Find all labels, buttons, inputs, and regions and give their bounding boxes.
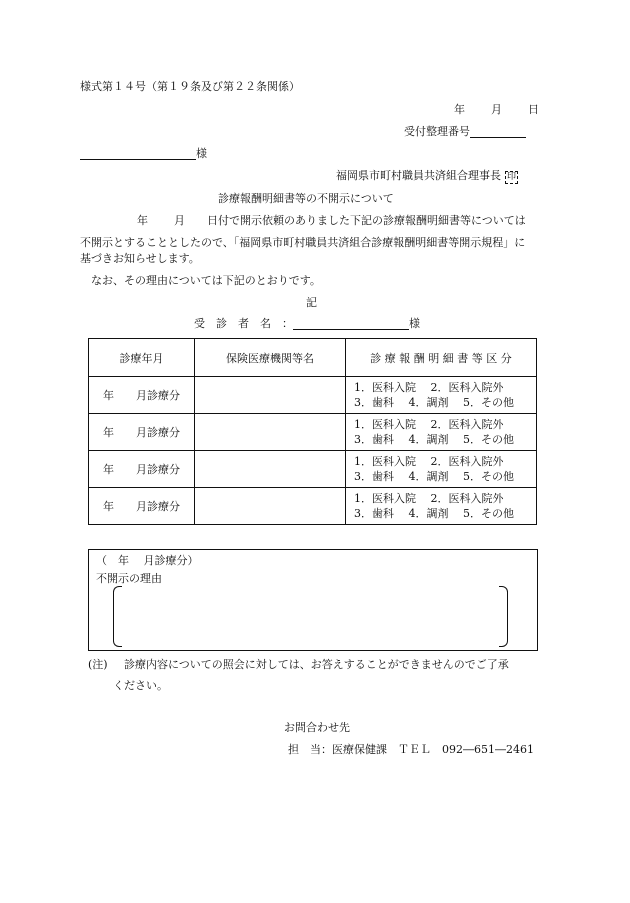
- right-bracket: [499, 586, 508, 647]
- body-line-1: [137, 214, 526, 227]
- note-line-1: 診療内容についての照会に対しては、お答えすることができませんのでご了承: [124, 658, 509, 671]
- form-id: 様式第１４号（第１９条及び第２２条関係）: [80, 80, 300, 93]
- row-category: [346, 488, 537, 525]
- claims-table: [88, 338, 537, 525]
- row-category: [346, 414, 537, 451]
- row-category-line-2: 3．歯科 4．調剤 5．その他: [354, 433, 514, 446]
- body-date-month: 月: [174, 214, 185, 227]
- row-month: 年 月診療分: [89, 451, 195, 488]
- row-institution-field[interactable]: [195, 377, 346, 414]
- receipt-label: 受付整理番号: [404, 125, 470, 138]
- issuer-line: [336, 169, 518, 184]
- row-institution-field[interactable]: [195, 451, 346, 488]
- reason-input-area[interactable]: [124, 592, 496, 642]
- body-line-4: なお、その理由については下記のとおりです。: [91, 274, 321, 287]
- patient-suffix: 様: [409, 317, 420, 330]
- receipt-number: [404, 125, 526, 138]
- table-row: [89, 377, 537, 414]
- doc-title: 診療報酬明細書等の不開示について: [218, 192, 394, 205]
- patient-label: 受 診 者 名 ：: [194, 317, 293, 330]
- row-category-line-2: 3．歯科 4．調剤 5．その他: [354, 507, 514, 520]
- issuer: 福岡県市町村職員共済組合理事長: [336, 169, 501, 182]
- row-category-line-2: 3．歯科 4．調剤 5．その他: [354, 396, 514, 409]
- note-line-2: ください。: [113, 679, 168, 692]
- date-day: 日: [528, 103, 539, 116]
- row-month: 年 月診療分: [89, 414, 195, 451]
- header-month: 診療年月: [89, 339, 195, 377]
- body-date-year: 年: [137, 214, 148, 227]
- table-row: [89, 488, 537, 525]
- row-institution-field[interactable]: [195, 414, 346, 451]
- header-institution: 保険医療機関等名: [195, 339, 346, 377]
- table-row: [89, 451, 537, 488]
- date-month: 月: [491, 103, 502, 116]
- body-line-2: 不開示とすることとしたので、「福岡県市町村職員共済組合診療報酬明細書等開示規程」に: [80, 236, 526, 249]
- patient-line: [194, 317, 420, 330]
- left-bracket: [113, 586, 122, 647]
- row-month: 年 月診療分: [89, 377, 195, 414]
- date-year: 年: [454, 103, 465, 116]
- note-mark: (注): [88, 658, 108, 671]
- addressee: [80, 147, 207, 160]
- ki-heading: 記: [306, 296, 317, 309]
- row-category: [346, 451, 537, 488]
- addressee-field[interactable]: [80, 159, 196, 160]
- row-category-line-1: 1．医科入院 2．医科入院外: [354, 381, 504, 394]
- contact-title: お問合わせ先: [284, 721, 350, 734]
- reason-period: （ 年 月診療分）: [96, 554, 199, 567]
- row-category: [346, 377, 537, 414]
- header-category: 診 療 報 酬 明 細 書 等 区 分: [346, 339, 537, 377]
- receipt-number-field[interactable]: [470, 137, 526, 138]
- date-line: [454, 103, 539, 116]
- addressee-suffix: 様: [196, 147, 207, 160]
- row-institution-field[interactable]: [195, 488, 346, 525]
- row-category-line-1: 1．医科入院 2．医科入院外: [354, 492, 504, 505]
- row-category-line-1: 1．医科入院 2．医科入院外: [354, 418, 504, 431]
- row-category-line-1: 1．医科入院 2．医科入院外: [354, 455, 504, 468]
- row-month: 年 月診療分: [89, 488, 195, 525]
- body-line-1-text: 日付で開示依頼のありました下記の診療報酬明細書等については: [207, 214, 526, 227]
- row-category-line-2: 3．歯科 4．調剤 5．その他: [354, 470, 514, 483]
- table-row: [89, 414, 537, 451]
- seal-mark: 印: [507, 172, 517, 182]
- patient-name-field[interactable]: [293, 329, 409, 330]
- table-header-row: [89, 339, 537, 377]
- contact-line: 担 当：医療保健課 ＴＥＬ 092―651―2461: [288, 743, 534, 756]
- reason-label: 不開示の理由: [96, 572, 162, 585]
- body-line-3: 基づきお知らせします。: [80, 252, 200, 265]
